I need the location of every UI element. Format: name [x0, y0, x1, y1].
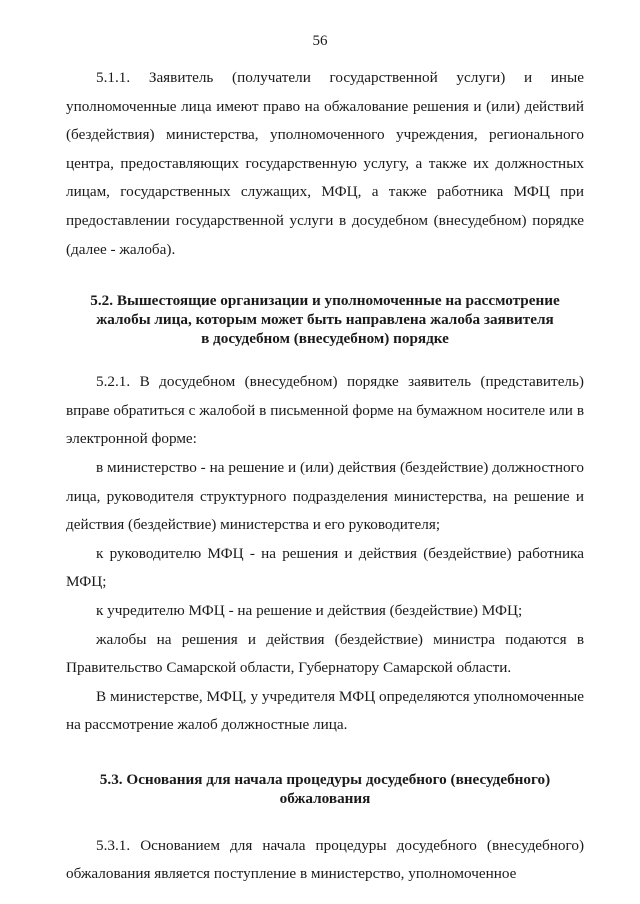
- section-5-3-heading: [66, 770, 584, 808]
- spacer: [66, 808, 584, 832]
- paragraph-mfc-head: к руководителю МФЦ - на решения и действия (бездействие) работника МФЦ;: [66, 544, 584, 591]
- paragraph-5-2-1: 5.2.1. В досудебном (внесудебном) порядке заявитель (представитель) вправе обратиться с жалобой в письменной форме на бумажном носителе или в электронной форме:: [66, 373, 584, 448]
- document-body: [66, 64, 584, 889]
- paragraph-5-3-1: 5.3.1. Основанием для начала процедуры досудебного (внесудебного) обжалования является поступление в министерство, уполномоченное: [66, 836, 584, 883]
- spacer: [66, 740, 584, 770]
- paragraph-ministry: в министерство - на решение и (или) действия (бездействие) должностного лица, руководителя структурного подразделения министерства, на решение и действия (бездействие) министерства и его руководителя;: [66, 458, 584, 534]
- paragraph-mfc-founder: к учредителю МФЦ - на решение и действия (бездействие) МФЦ;: [96, 601, 523, 619]
- section-heading-line: в досудебном (внесудебном) порядке: [201, 330, 449, 348]
- spacer: [66, 264, 584, 291]
- spacer: [66, 348, 584, 368]
- section-heading-line: обжалования: [279, 789, 371, 807]
- section-5-2-heading: [66, 291, 584, 348]
- paragraph-5-1-1: 5.1.1. Заявитель (получатели государственной услуги) и иные уполномоченные лица имеют право на обжалование решения и (или) действий (бездействия) министерства, уполномоченного учреждения, регионального центра, предоставляющих государственную услугу, а также их должностных лицам, государственных служащих, МФЦ, а также работника МФЦ при предоставлении государственной услуги в досудебном (внесудебном) порядке (далее - жалоба).: [66, 69, 584, 258]
- section-heading-line: 5.3. Основания для начала процедуры досудебного (внесудебного): [99, 770, 551, 788]
- paragraph-authorized-officials: В министерстве, МФЦ, у учредителя МФЦ определяются уполномоченные на рассмотрение жалоб должностные лица.: [66, 687, 584, 734]
- paragraph-minister-complaints: жалобы на решения и действия (бездействие) министра подаются в Правительство Самарской области, Губернатору Самарской области.: [66, 630, 584, 677]
- section-heading-line: жалобы лица, которым может быть направлена жалоба заявителя: [96, 311, 554, 329]
- page-number: 56: [312, 33, 328, 49]
- section-heading-line: 5.2. Вышестоящие организации и уполномоченные на рассмотрение: [90, 292, 560, 310]
